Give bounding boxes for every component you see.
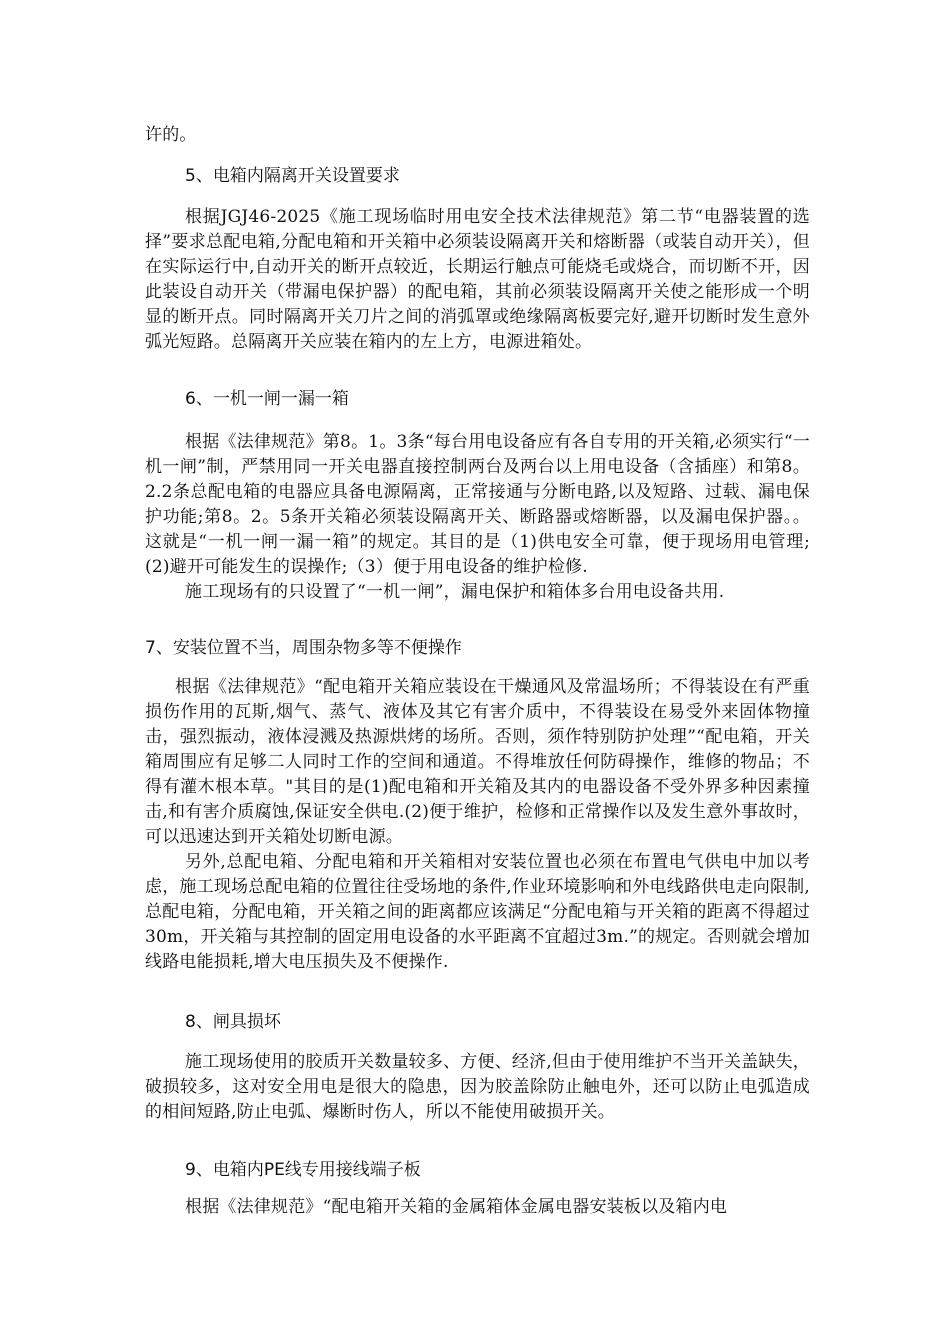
section-9-body bbox=[145, 1195, 810, 1220]
paragraph-continuation bbox=[145, 123, 810, 148]
section-7-body bbox=[145, 675, 810, 975]
body-paragraph: 根据JGJ46-2025《施工现场临时用电安全技术法律规范》第二节“电器装置的选择”要求总配电箱,分配电箱和开关箱中必须装设隔离开关和熔断器（或装自动开关），但在实际运行中,自动开关的断开点较近，长期运行触点可能烧毛或烧合，而切断不开，因此装设自动开关（带漏电保护器）的配电箱，其前必须装设隔离开关使之能形成一个明显的断开点。同时隔离开关刀片之间的消弧罩或绝缘隔离板要完好,避开切断时发生意外弧光短路。总隔离开关应装在箱内的左上方，电源进箱处。 bbox=[145, 207, 810, 352]
body-paragraph: 另外,总配电箱、分配电箱和开关箱相对安装位置也必须在布置电气供电中加以考虑，施工现场总配电箱的位置往往受场地的条件,作业环境影响和外电线路供电走向限制,总配电箱，分配电箱，开关箱之间的距离都应该满足“分配电箱与开关箱的距离不得超过30m，开关箱与其控制的固定用电设备的水平距离不宜超过3m.”的规定。否则就会增加线路电能损耗,增大电压损失及不便操作. bbox=[145, 852, 810, 972]
body-paragraph: 根据《法律规范》“配电箱开关箱应装设在干燥通风及常温场所；不得装设在有严重损伤作用的瓦斯,烟气、蒸气、液体及其它有害介质中，不得装设在易受外来固体物撞击，强烈振动，液体浸溅及热源烘烤的场所。否则，须作特别防护处理”“配电箱，开关箱周围应有足够二人同时工作的空间和通道。不得堆放任何防碍操作，维修的物品；不得有灌木根本草。"其目的是(1)配电箱和开关箱及其内的电器设备不受外界多种因素撞击,和有害介质腐蚀,保证安全供电.(2)便于维护，检修和正常操作以及发生意外事故时，可以迅速达到开关箱处切断电源。 bbox=[145, 677, 810, 847]
section-heading-6: 6、一机一闸一漏一箱 bbox=[185, 389, 349, 409]
section-5-body bbox=[145, 205, 810, 355]
body-paragraph: 根据《法律规范》“配电箱开关箱的金属箱体金属电器安装板以及箱内电 bbox=[185, 1197, 728, 1217]
body-paragraph: 施工现场有的只设置了“一机一闸”，漏电保护和箱体多台用电设备共用. bbox=[185, 582, 725, 602]
body-text: 许的。 bbox=[145, 125, 197, 145]
section-heading-9: 9、电箱内PE线专用接线端子板 bbox=[185, 1160, 421, 1180]
section-6-body bbox=[145, 430, 810, 605]
section-heading-7: 7、安装位置不当，周围杂物多等不便操作 bbox=[145, 638, 462, 658]
body-paragraph: 根据《法律规范》第8。1。3条“每台用电设备应有各自专用的开关箱,必须实行“一机一闸”制，严禁用同一开关电器直接控制两台及两台以上用电设备（含插座）和第8。2.2条总配电箱的电器应具备电源隔离，正常接通与分断电路,以及短路、过载、漏电保护功能;第8。2。5条开关箱必须装设隔离开关、断路器或熔断器，以及漏电保护器。。这就是“一机一闸一漏一箱”的规定。其目的是（1)供电安全可靠，便于现场用电管理;(2)避开可能发生的误操作;（3）便于用电设备的维护检修. bbox=[145, 432, 810, 577]
body-paragraph: 施工现场使用的胶质开关数量较多、方便、经济,但由于使用维护不当开关盖缺失，破损较多，这对安全用电是很大的隐患，因为胶盖除防止触电外，还可以防止电弧造成的相间短路,防止电弧、爆断时伤人，所以不能使用破损开关。 bbox=[145, 1052, 810, 1122]
section-heading-5: 5、电箱内隔离开关设置要求 bbox=[185, 166, 400, 186]
section-8-body bbox=[145, 1050, 810, 1125]
section-heading-8: 8、闸具损坏 bbox=[185, 1012, 281, 1032]
